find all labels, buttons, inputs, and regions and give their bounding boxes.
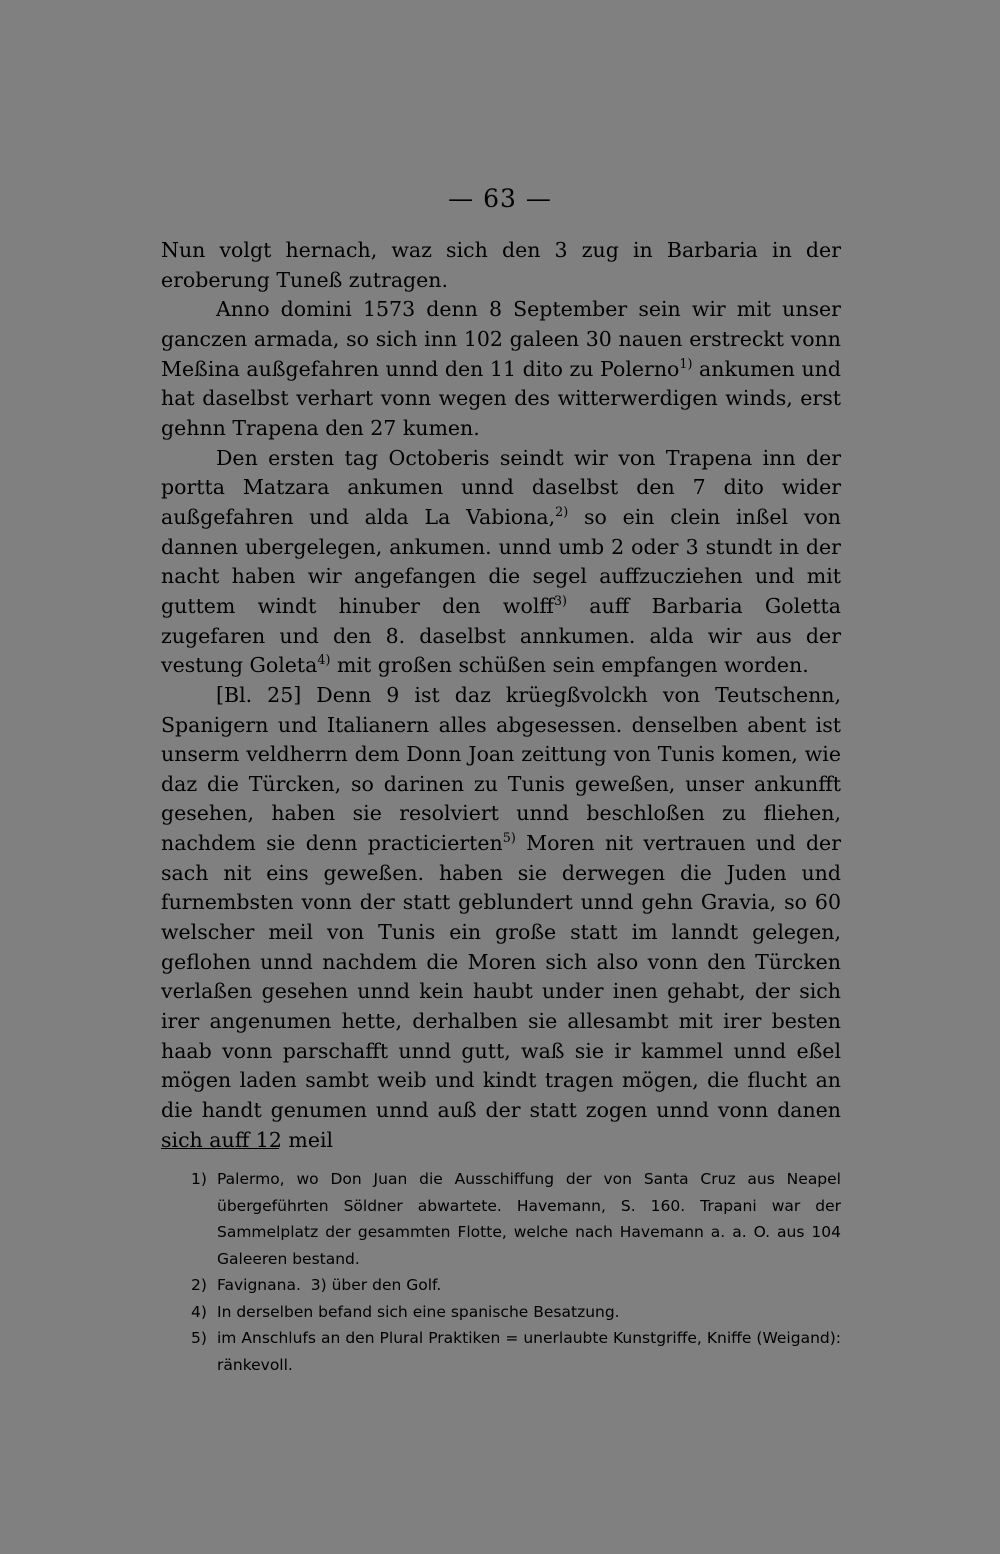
footnote-4-text: In derselben befand sich eine spanische Besatzung. bbox=[217, 1302, 620, 1321]
paragraph-2 bbox=[161, 295, 841, 443]
footnote-5 bbox=[161, 1325, 841, 1378]
footnote-ref-4: 4) bbox=[317, 652, 331, 668]
page-number: — 63 — bbox=[448, 184, 552, 213]
paragraph-2-text-a: Anno domini 1573 denn 8 September sein wir mit unser ganczen armada, so sich inn 102 galeen 30 nauen erstreckt vonn Meßina außgefahren unnd den 11 dito zu Polerno bbox=[161, 297, 841, 381]
footnote-divider bbox=[161, 1148, 279, 1149]
main-text bbox=[161, 236, 841, 1155]
footnote-ref-1: 1) bbox=[679, 355, 693, 371]
footnote-ref-2: 2) bbox=[555, 504, 569, 520]
footnotes bbox=[161, 1166, 841, 1378]
paragraph-4 bbox=[161, 681, 841, 1156]
footnote-5-mark: 5) bbox=[191, 1329, 207, 1347]
footnote-2-3-line bbox=[217, 1272, 841, 1299]
paragraph-4-text-b: Moren nit vertrauen und der sach nit eins geweßen. haben sie derwegen die Juden und furnembsten vonn der statt geblundert unnd gehn Gravia, so 60 welscher meil von Tunis ein große statt im lanndt gelegen, geflohen unnd nachdem die Moren sich also vonn den Türcken verlaßen gesehen unnd kein haubt under inen gehabt, der sich irer angenumen hette, derhalben sie allesambt mit irer besten haab vonn parschafft unnd gutt, waß sie ir kammel unnd eßel mögen laden sambt weib und kindt tragen mögen, die flucht an die handt genumen unnd auß der statt zogen unnd vonn danen sich auff 12 meil bbox=[161, 831, 841, 1152]
footnote-4 bbox=[161, 1299, 841, 1326]
footnote-1-text: Palermo, wo Don Juan die Ausschiffung der von Santa Cruz aus Neapel übergeführten Söldner abwartete. Havemann, S. 160. Trapani war der Sammelplatz der gesammten Flotte, welche nach Havemann a. a. O. aus 104 Galeeren bestand. bbox=[217, 1170, 841, 1268]
paragraph-3-text-b: so ein clein inßel von dannen ubergelegen, ankumen. unnd umb 2 oder 3 stundt in der nacht haben wir angefangen die segel auffzucziehen und mit guttem windt hinuber den wolff bbox=[161, 504, 841, 618]
footnote-1-mark: 1) bbox=[191, 1170, 207, 1188]
paragraph-3 bbox=[161, 444, 841, 681]
paragraph-4-text-a: [Bl. 25] Denn 9 ist daz krüegßvolckh von Teutschenn, Spanigern und Italianern alles abgesessen. denselben abent ist unserm veldherrn dem Donn Joan zeittung von Tunis komen, wie daz die Türcken, so darinen zu Tunis geweßen, unser ankunfft gesehen, haben sie resolviert unnd beschloßen zu fliehen, nachdem sie denn practicierten bbox=[161, 682, 841, 856]
paragraph-3-text-d: mit großen schüßen sein empfangen worden. bbox=[330, 653, 809, 678]
footnote-5-text: im Anschlufs an den Plural Praktiken = unerlaubte Kunstgriffe, Kniffe (Weigand): ränkevoll. bbox=[217, 1329, 841, 1374]
paragraph-2-text-b: ankumen und hat daselbst verhart vonn wegen des witterwerdigen winds, erst gehnn Trapena den 27 kumen. bbox=[161, 356, 841, 440]
footnote-3-mark: 3) bbox=[310, 1276, 327, 1294]
footnote-1 bbox=[161, 1166, 841, 1272]
paragraph-3-text-c: auff Barbaria Goletta zugefaren und den 8. daselbst annkumen. alda wir aus der vestung Goleta bbox=[161, 593, 841, 678]
footnote-4-mark: 4) bbox=[191, 1302, 207, 1321]
footnote-2-mark: 2) bbox=[191, 1276, 207, 1294]
footnote-2-text: Favignana. bbox=[217, 1276, 301, 1294]
footnote-3-text: über den Golf. bbox=[331, 1276, 442, 1294]
footnote-ref-5: 5) bbox=[502, 830, 516, 846]
paragraph-3-text-a: Den ersten tag Octoberis seindt wir von Trapena inn der portta Matzara ankumen unnd daselbst den 7 dito wider außgefahren und alda La Vabiona, bbox=[161, 445, 841, 529]
footnote-ref-3: 3) bbox=[553, 593, 567, 609]
paragraph-1 bbox=[161, 236, 841, 295]
paragraph-1-text: Nun volgt hernach, waz sich den 3 zug in Barbaria in der eroberung Tuneß zutragen. bbox=[161, 238, 841, 292]
footnote-2-3 bbox=[161, 1272, 841, 1299]
